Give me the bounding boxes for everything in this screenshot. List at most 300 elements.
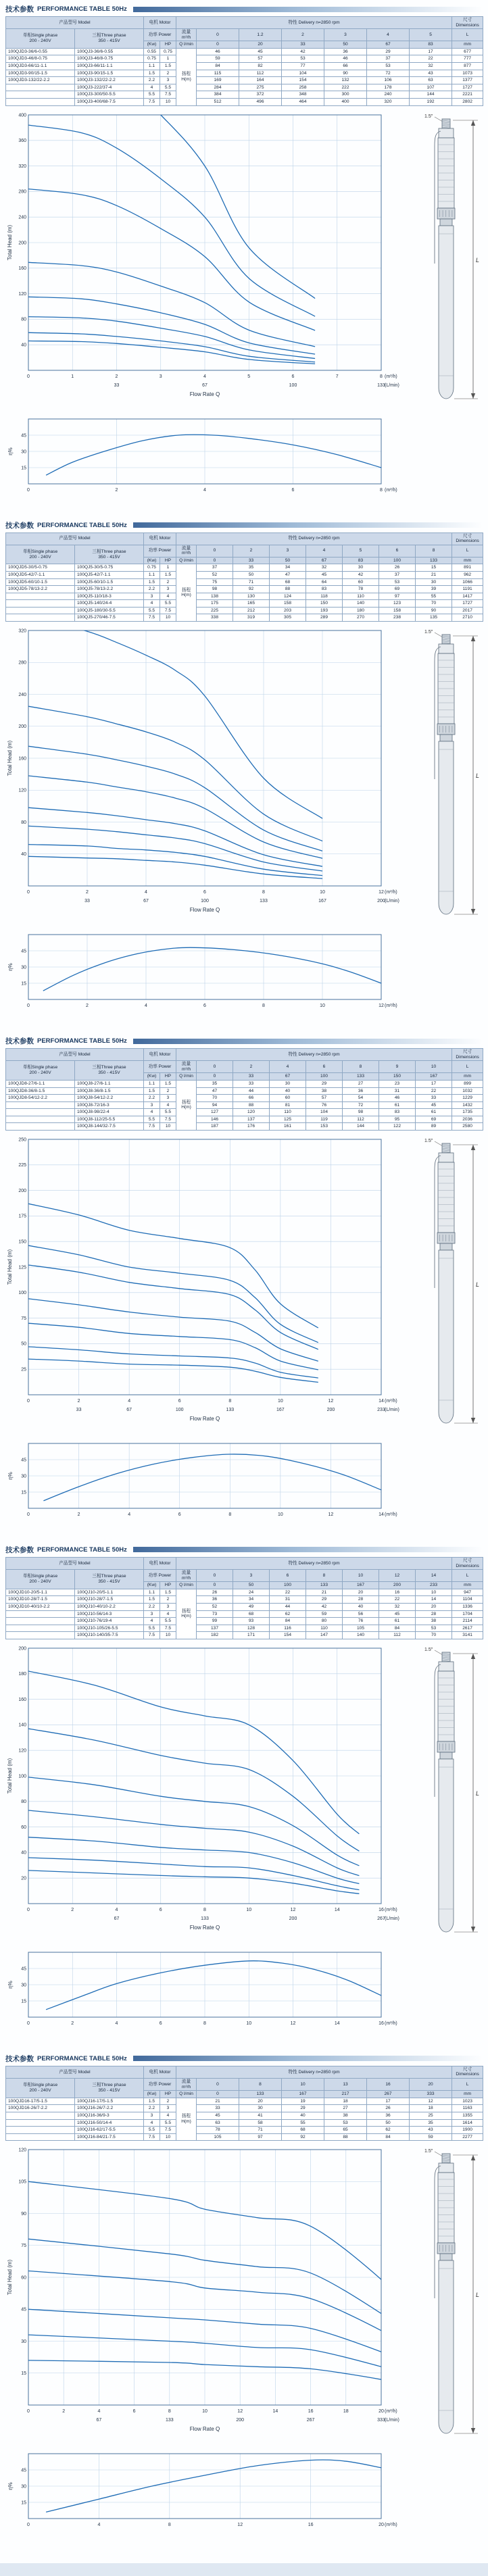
head-value-cell: 25 xyxy=(410,2112,452,2119)
head-value-cell: 84 xyxy=(367,2133,410,2141)
y-tick-label: 45 xyxy=(21,2307,26,2312)
head-label-en: H(m) xyxy=(181,593,191,598)
head-value-cell: 61 xyxy=(416,1109,452,1116)
flow-m3h-value: 2 xyxy=(233,1061,270,1073)
head-curve xyxy=(28,845,322,876)
three-phase-model-cell: 100QJ3-90/15-1.5 xyxy=(75,70,144,77)
three-phase-model-cell: 100QJ10-56/14-3 xyxy=(75,1610,144,1618)
motor-header: 电机 Motor xyxy=(144,1557,176,1569)
pump-drawing xyxy=(415,624,483,929)
head-value-cell: 33 xyxy=(233,1080,270,1087)
kw-cell: 5.5 xyxy=(144,1116,160,1123)
y-tick-label: 200 xyxy=(18,1646,26,1652)
head-value-cell: 45 xyxy=(239,48,282,55)
head-value-cell: 338 xyxy=(197,614,233,622)
head-curve xyxy=(28,706,322,841)
head-value-cell: 178 xyxy=(367,84,410,91)
hp-cell: 2 xyxy=(160,70,176,77)
x-tick-label: 2 xyxy=(115,374,118,379)
eff-axis-label: η% xyxy=(7,447,14,455)
discharge-head xyxy=(439,1662,454,1671)
three-phase-line2: 350 - 415V xyxy=(98,554,120,560)
table-row xyxy=(6,1101,483,1109)
head-curve xyxy=(28,1204,318,1328)
efficiency-chart xyxy=(5,1947,411,2039)
head-value-cell: 30 xyxy=(239,2105,282,2112)
flow-lmin-header: Q l/min xyxy=(176,2091,197,2098)
table-row xyxy=(6,70,483,77)
x-tick-label: 0 xyxy=(27,2523,30,2528)
flow-m3h-value: 0 xyxy=(197,1061,233,1073)
hp-header: HP xyxy=(160,41,176,49)
head-value-cell: 146 xyxy=(197,1116,233,1123)
head-value-cell: 137 xyxy=(197,1625,233,1632)
head-value-cell: 71 xyxy=(233,578,270,586)
length-cell: 677 xyxy=(452,48,483,55)
table-row xyxy=(6,578,483,586)
single-phase-model-cell: 100QJD3-36/6-0.55 xyxy=(6,48,75,55)
hp-cell: 4 xyxy=(160,2112,176,2119)
dimensions-header-zh: 尺寸 xyxy=(463,18,472,22)
x-tick-label: 16 xyxy=(308,2409,314,2414)
flow-lmin-value: 200 xyxy=(379,1582,416,1589)
head-value-cell: 182 xyxy=(197,1632,233,1639)
head-value-cell: 59 xyxy=(410,2133,452,2141)
head-value-cell: 125 xyxy=(270,1116,306,1123)
head-value-cell: 78 xyxy=(197,2127,239,2134)
head-value-cell: 45 xyxy=(197,2112,239,2119)
x-axis-title: Flow Rate Q xyxy=(189,2426,220,2433)
three-phase-model-cell: 100QJ5-60/10-1.5 xyxy=(75,578,144,586)
x-tick-label: 16 xyxy=(379,1907,384,1912)
y-tick-label: 400 xyxy=(18,112,26,118)
delivery-header-zh: 特性 xyxy=(288,536,297,541)
head-value-cell: 62 xyxy=(270,1610,306,1618)
table-row xyxy=(6,1080,483,1087)
flow-lmin-value: 267 xyxy=(367,2091,410,2098)
head-value-cell: 59 xyxy=(306,1610,343,1618)
dims-l-header: L xyxy=(452,29,483,41)
head-chart xyxy=(5,2143,411,2448)
kw-cell: 4 xyxy=(144,2119,160,2127)
y-tick-label: 240 xyxy=(18,215,26,220)
delivery-header-zh: 特性 xyxy=(288,20,297,25)
hp-cell: 7.5 xyxy=(160,91,176,99)
hp-cell: 7.5 xyxy=(160,1116,176,1123)
head-value-cell: 110 xyxy=(343,593,379,600)
table-row xyxy=(6,77,483,84)
hp-header: HP xyxy=(160,1582,176,1589)
table-row xyxy=(6,2098,483,2105)
y-tick-label: 45 xyxy=(21,1458,26,1463)
table-row xyxy=(6,2066,483,2078)
head-value-cell: 75 xyxy=(197,578,233,586)
head-value-cell: 154 xyxy=(282,77,324,84)
dimensions-header-en: Dimensions xyxy=(456,1563,479,1568)
lmin-tick-label: 133 xyxy=(260,899,268,904)
head-value-cell: 93 xyxy=(233,1618,270,1625)
flow-m3h-value: 10 xyxy=(343,1570,379,1582)
single-phase-model-cell xyxy=(6,1109,75,1116)
single-phase-model-cell xyxy=(6,1610,75,1618)
length-cell: 1229 xyxy=(452,1095,483,1102)
x-tick-label: 14 xyxy=(334,2021,340,2026)
head-value-cell: 300 xyxy=(324,91,367,99)
spec-table xyxy=(5,16,483,106)
head-value-cell: 17 xyxy=(416,1080,452,1087)
x-tick-label: 8 xyxy=(203,1907,206,1912)
kw-cell: 4 xyxy=(144,1618,160,1625)
head-curve xyxy=(28,316,315,358)
x-tick-label: 8 xyxy=(168,2409,171,2414)
lmin-tick-label: 167 xyxy=(318,899,326,904)
flow-lmin-value: 133 xyxy=(306,1582,343,1589)
head-value-cell: 42 xyxy=(282,48,324,55)
motor-body xyxy=(439,226,454,399)
three-phase-header xyxy=(75,545,144,564)
head-value-cell: 284 xyxy=(197,84,239,91)
x-tick-label: 0 xyxy=(27,374,30,379)
three-phase-model-cell: 100QJ5-270/46-7.5 xyxy=(75,614,144,622)
kw-cell: 7.5 xyxy=(144,2133,160,2141)
length-cell: 1377 xyxy=(452,77,483,84)
x-tick-label: 16 xyxy=(379,2021,384,2026)
single-phase-model-cell xyxy=(6,1625,75,1632)
hp-cell: 10 xyxy=(160,98,176,105)
y-tick-label: 320 xyxy=(18,164,26,169)
single-phase-model-cell xyxy=(6,2133,75,2141)
head-curve xyxy=(28,1265,318,1349)
kw-cell: 1.1 xyxy=(144,63,160,70)
head-value-cell: 40 xyxy=(270,1087,306,1095)
section-title xyxy=(5,2054,483,2064)
head-value-cell: 53 xyxy=(324,2119,367,2127)
head-value-cell: 90 xyxy=(324,70,367,77)
flow-m3h-value: 8 xyxy=(239,2079,282,2091)
delivery-header xyxy=(176,2066,452,2078)
head-value-cell: 20 xyxy=(343,1589,379,1596)
kw-cell: 3 xyxy=(144,1101,160,1109)
flow-m3h-value: 0 xyxy=(197,2079,239,2091)
head-value-cell: 17 xyxy=(410,48,452,55)
y-tick-label: 45 xyxy=(21,949,26,954)
table-row xyxy=(6,1109,483,1116)
three-phase-line1: 三相Three phase xyxy=(92,2083,126,2088)
kw-cell: 3 xyxy=(144,593,160,600)
table-row xyxy=(6,63,483,70)
head-value-cell: 46 xyxy=(324,55,367,63)
head-value-cell: 45 xyxy=(306,571,343,578)
pump-drawing xyxy=(415,1641,483,1947)
head-value-cell: 30 xyxy=(270,1080,306,1087)
hp-cell: 3 xyxy=(160,1095,176,1102)
head-value-cell: 26 xyxy=(379,564,416,572)
kw-cell: 7.5 xyxy=(144,98,160,105)
flow-m3h-value: 20 xyxy=(410,2079,452,2091)
y-tick-label: 175 xyxy=(18,1214,26,1219)
efficiency-curve xyxy=(46,1961,381,2010)
dims-l-header: L xyxy=(452,2079,483,2091)
head-value-cell: 32 xyxy=(410,63,452,70)
thread-label: 1.5″ xyxy=(424,114,433,119)
y-tick-label: 280 xyxy=(18,660,26,666)
y-tick-label: 60 xyxy=(21,2275,26,2281)
lmin-tick-label: 133 xyxy=(165,2418,174,2423)
kw-cell: 2.2 xyxy=(144,77,160,84)
head-value-cell: 57 xyxy=(306,1095,343,1102)
discharge-head xyxy=(439,644,454,653)
single-phase-model-cell: 100QJD5-42/7-1.1 xyxy=(6,571,75,578)
head-value-cell: 29 xyxy=(367,48,410,55)
head-row-label xyxy=(176,564,197,622)
single-phase-model-cell xyxy=(6,1123,75,1131)
head-value-cell: 17 xyxy=(367,2098,410,2105)
kw-cell: 4 xyxy=(144,600,160,608)
table-row xyxy=(6,55,483,63)
y-tick-label: 160 xyxy=(18,1697,26,1702)
coupling xyxy=(440,1752,452,1759)
flow-lmin-value: 33 xyxy=(233,557,270,564)
dim-arrow-top xyxy=(471,120,475,126)
coupling xyxy=(440,219,452,226)
y-tick-label: 15 xyxy=(21,2500,26,2506)
head-value-cell: 171 xyxy=(233,1632,270,1639)
flow-lmin-value: 0 xyxy=(197,1582,233,1589)
head-value-cell: 43 xyxy=(410,2127,452,2134)
y-tick-label: 280 xyxy=(18,189,26,195)
head-chart xyxy=(5,1133,411,1438)
three-phase-line1: 三相Three phase xyxy=(92,33,126,39)
flow-m3h-value: 2 xyxy=(233,545,270,557)
head-value-cell: 15 xyxy=(416,564,452,572)
table-row xyxy=(6,1061,483,1073)
head-value-cell: 21 xyxy=(416,571,452,578)
hp-cell: 5.5 xyxy=(160,600,176,608)
three-phase-model-cell: 100QJ5-140/24-4 xyxy=(75,600,144,608)
three-phase-model-cell: 100QJ8-27/6-1.1 xyxy=(75,1080,144,1087)
y-tick-label: 15 xyxy=(21,2371,26,2377)
delivery-header-en: Delivery n=2850 rpm xyxy=(298,1560,340,1566)
table-row xyxy=(6,2127,483,2134)
kw-cell: 2.2 xyxy=(144,1604,160,1611)
head-value-cell: 22 xyxy=(270,1589,306,1596)
three-phase-model-cell: 100QJ16-50/14-4 xyxy=(75,2119,144,2127)
motor-body xyxy=(439,741,454,914)
dims-mm-header: mm xyxy=(452,2091,483,2098)
head-value-cell: 42 xyxy=(343,571,379,578)
model-header: 产品型号 Model xyxy=(6,17,144,29)
kw-cell: 3 xyxy=(144,2112,160,2119)
head-value-cell: 400 xyxy=(324,98,367,105)
flow-lmin-value: 83 xyxy=(410,41,452,49)
y-tick-label: 30 xyxy=(21,965,26,970)
head-value-cell: 39 xyxy=(416,586,452,593)
dim-arrow-top xyxy=(471,636,475,641)
x-tick-label: 12 xyxy=(237,2409,243,2414)
hp-cell: 3 xyxy=(160,586,176,593)
kw-cell: 1.5 xyxy=(144,1596,160,1604)
title-gradient-bar xyxy=(133,1547,483,1552)
head-value-cell: 120 xyxy=(233,1109,270,1116)
single-phase-model-cell xyxy=(6,607,75,614)
y-tick-label: 200 xyxy=(18,724,26,730)
table-row xyxy=(6,545,483,557)
x-tick-label: 12 xyxy=(290,2021,296,2026)
single-phase-model-cell xyxy=(6,2127,75,2134)
single-phase-model-cell: 100QJD16-17/5-1.5 xyxy=(6,2098,75,2105)
kw-cell: 7.5 xyxy=(144,1123,160,1131)
table-head xyxy=(6,1049,483,1081)
flow-m3h-value: 0 xyxy=(197,1570,233,1582)
kw-cell: 0.75 xyxy=(144,564,160,572)
head-value-cell: 106 xyxy=(367,77,410,84)
thread-label: 1.5″ xyxy=(424,630,433,635)
y-tick-label: 15 xyxy=(21,1999,26,2004)
head-value-cell: 140 xyxy=(343,600,379,608)
eff-axis-label: η% xyxy=(7,2482,14,2491)
single-phase-model-cell: 100QJD8-36/8-1.5 xyxy=(6,1087,75,1095)
head-value-cell: 135 xyxy=(416,614,452,622)
head-value-cell: 43 xyxy=(410,70,452,77)
y-tick-label: 50 xyxy=(21,1341,26,1347)
length-cell: 1432 xyxy=(452,1101,483,1109)
motor-body xyxy=(439,1250,454,1423)
flow-lmin-value: 0 xyxy=(197,2091,239,2098)
head-value-cell: 63 xyxy=(410,77,452,84)
head-value-cell: 19 xyxy=(282,2098,324,2105)
x-tick-label: 4 xyxy=(145,890,147,895)
flow-m3h-value: 0 xyxy=(197,545,233,557)
spec-table xyxy=(5,1048,483,1131)
dim-arrow-bottom xyxy=(471,1418,475,1423)
power-header: 功率 Power xyxy=(144,29,176,41)
head-value-cell: 92 xyxy=(282,2133,324,2141)
head-curve xyxy=(28,1323,318,1370)
head-value-cell: 29 xyxy=(306,1080,343,1087)
flow-unit-label: (m³/h) xyxy=(385,1398,397,1404)
head-value-cell: 138 xyxy=(197,593,233,600)
head-value-cell: 175 xyxy=(197,600,233,608)
head-label-zh: 扬程 xyxy=(181,1608,191,1614)
flow-m3h-value: 4 xyxy=(270,1061,306,1073)
y-tick-label: 120 xyxy=(18,2148,26,2153)
head-value-cell: 14 xyxy=(416,1596,452,1604)
length-cell: 877 xyxy=(452,63,483,70)
x-axis-title: Flow Rate Q xyxy=(189,907,220,914)
head-value-cell: 60 xyxy=(270,1095,306,1102)
table-row xyxy=(6,564,483,572)
x-tick-label: 2 xyxy=(71,2021,74,2026)
head-value-cell: 29 xyxy=(282,2105,324,2112)
head-value-cell: 95 xyxy=(379,1116,416,1123)
flow-lmin-value: 167 xyxy=(343,1582,379,1589)
flow-m3h-value: 13 xyxy=(324,2079,367,2091)
flow-lmin-value: 67 xyxy=(367,41,410,49)
head-value-cell: 62 xyxy=(367,2127,410,2134)
flow-m3h-value: 0 xyxy=(197,29,239,41)
head-value-cell: 66 xyxy=(233,1095,270,1102)
discharge-head xyxy=(439,128,454,138)
chart-area xyxy=(5,624,483,929)
table-row xyxy=(6,1095,483,1102)
x-tick-label: 3 xyxy=(159,374,162,379)
head-value-cell: 44 xyxy=(270,1604,306,1611)
head-value-cell: 88 xyxy=(324,2133,367,2141)
length-cell: 2017 xyxy=(452,607,483,614)
kw-cell: 0.75 xyxy=(144,55,160,63)
dim-label: L xyxy=(476,1281,480,1288)
title-gradient-bar xyxy=(133,2056,483,2061)
single-phase-model-cell xyxy=(6,2119,75,2127)
three-phase-model-cell: 100QJ5-78/13-2.2 xyxy=(75,586,144,593)
model-header: 产品型号 Model xyxy=(6,1557,144,1569)
flow-m3h-value: 1.2 xyxy=(239,29,282,41)
head-value-cell: 104 xyxy=(282,70,324,77)
length-cell: 962 xyxy=(452,571,483,578)
eff-unit-label: (m³/h) xyxy=(385,1004,397,1009)
flow-m3h-value: 4 xyxy=(306,545,343,557)
x-tick-label: 0 xyxy=(27,487,30,493)
section-title-en: PERFORMANCE TABLE 50Hz xyxy=(37,2054,127,2062)
pump-drawing xyxy=(415,108,483,414)
head-value-cell: 110 xyxy=(306,1625,343,1632)
head-value-cell: 289 xyxy=(306,614,343,622)
three-phase-model-cell: 100QJ3-222/37-4 xyxy=(75,84,144,91)
head-row-label xyxy=(176,48,197,105)
section-title-en: PERFORMANCE TABLE 50Hz xyxy=(37,521,127,529)
length-cell: 1163 xyxy=(452,2105,483,2112)
x-tick-label: 2 xyxy=(62,2409,66,2414)
dimensions-header-en: Dimensions xyxy=(456,1054,479,1060)
kw-header: (Kw) xyxy=(144,2091,160,2098)
kw-cell: 5.5 xyxy=(144,1625,160,1632)
head-row-label xyxy=(176,2098,197,2140)
x-tick-label: 10 xyxy=(277,1398,283,1404)
hp-cell: 2 xyxy=(160,1596,176,1604)
y-tick-label: 80 xyxy=(21,317,26,322)
dims-l-header: L xyxy=(452,1061,483,1073)
head-value-cell: 180 xyxy=(343,607,379,614)
x-tick-label: 2 xyxy=(77,1512,80,1517)
y-tick-label: 120 xyxy=(18,1748,26,1754)
x-tick-label: 14 xyxy=(379,1512,384,1517)
head-curve xyxy=(28,776,322,858)
x-tick-label: 4 xyxy=(203,487,206,493)
eff-unit-label: (m³/h) xyxy=(385,2523,397,2528)
dims-mm-header: mm xyxy=(452,41,483,49)
chart-area xyxy=(5,1133,483,1438)
kw-cell: 5.5 xyxy=(144,2127,160,2134)
head-value-cell: 192 xyxy=(410,98,452,105)
three-phase-line2: 350 - 415V xyxy=(98,2087,120,2093)
head-value-cell: 34 xyxy=(270,564,306,572)
x-tick-label: 4 xyxy=(115,1907,118,1912)
x-tick-label: 2 xyxy=(86,1004,89,1009)
x-tick-label: 16 xyxy=(308,2523,314,2528)
discharge-head xyxy=(439,1153,454,1162)
dim-label: L xyxy=(476,2292,480,2299)
lmin-tick-label: 100 xyxy=(201,899,209,904)
head-value-cell: 20 xyxy=(416,1604,452,1611)
length-cell: 1191 xyxy=(452,586,483,593)
x-tick-label: 10 xyxy=(202,2409,208,2414)
single-phase-model-cell: 100QJD16-26/7-2.2 xyxy=(6,2105,75,2112)
kw-cell: 1.5 xyxy=(144,2098,160,2105)
x-tick-label: 14 xyxy=(334,1907,340,1912)
head-value-cell: 112 xyxy=(239,70,282,77)
head-value-cell: 89 xyxy=(416,1123,452,1131)
x-tick-label: 8 xyxy=(228,1512,232,1517)
